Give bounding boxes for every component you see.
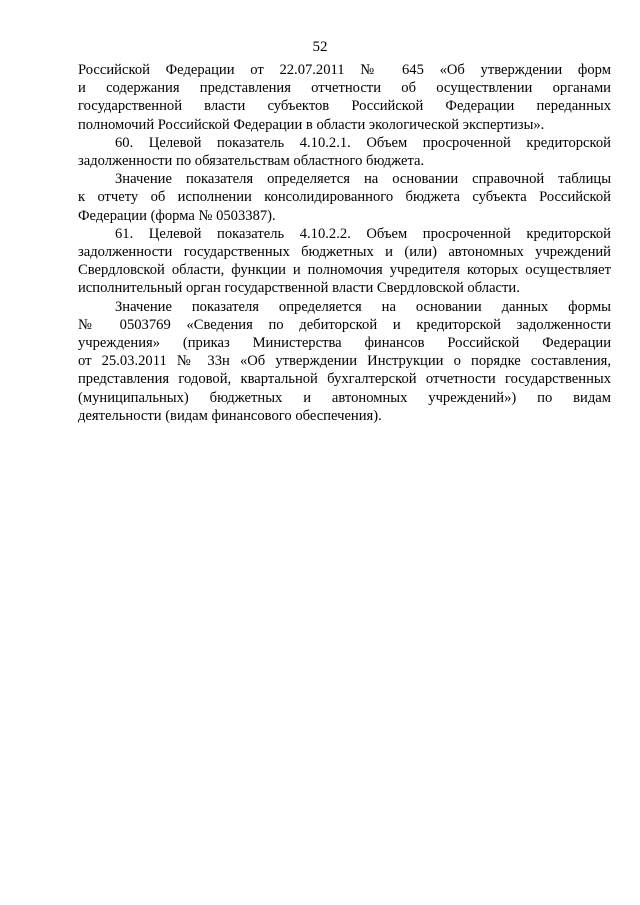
text-line: полномочий Российской Федерации в области экологической экспертизы». — [78, 116, 545, 133]
text-line: 61. Целевой показатель 4.10.2.2. Объем просроченной кредиторской — [115, 225, 611, 242]
text-line: Российской Федерации от 22.07.2011 № 645 «Об утверждении форм — [78, 62, 611, 78]
paragraph-item-61 — [78, 225, 611, 298]
paragraph-item-61-value — [78, 298, 611, 425]
page-number: 52 — [312, 39, 328, 55]
paragraph-item-60 — [78, 134, 611, 170]
text-line: и содержания представления отчетности об осуществлении органами — [78, 80, 611, 97]
text-line: задолженности государственных бюджетных и (или) автономных учреждений — [78, 244, 611, 261]
text-line: к отчету об исполнении консолидированного бюджета субъекта Российской — [78, 189, 611, 206]
paragraph-item-60-value — [78, 170, 611, 225]
document-body — [78, 61, 611, 425]
text-line: учреждения» (приказ Министерства финансов Российской Федерации — [78, 335, 611, 352]
text-line: Федерации (форма № 0503387). — [78, 207, 276, 224]
text-line: Значение показателя определяется на основании данных формы — [115, 298, 611, 315]
text-line: деятельности (видам финансового обеспечения). — [78, 407, 382, 424]
text-line: Значение показателя определяется на основании справочной таблицы — [115, 171, 611, 188]
text-line: представления годовой, квартальной бухгалтерской отчетности государственных — [78, 371, 611, 388]
text-line: (муниципальных) бюджетных и автономных учреждений») по видам — [78, 389, 611, 406]
text-line: государственной власти субъектов Российской Федерации переданных — [78, 98, 611, 115]
text-line: № 0503769 «Сведения по дебиторской и кредиторской задолженности — [78, 316, 611, 333]
text-line: задолженности по обязательствам областного бюджета. — [78, 153, 425, 170]
text-line: от 25.03.2011 № 33н «Об утверждении Инструкции о порядке составления, — [78, 353, 611, 370]
text-line: исполнительный орган государственной власти Свердловской области. — [78, 280, 520, 297]
text-line: Свердловской области, функции и полномочия учредителя которых осуществляет — [78, 262, 611, 279]
paragraph-continuation — [78, 61, 611, 134]
text-line: 60. Целевой показатель 4.10.2.1. Объем просроченной кредиторской — [115, 134, 611, 151]
